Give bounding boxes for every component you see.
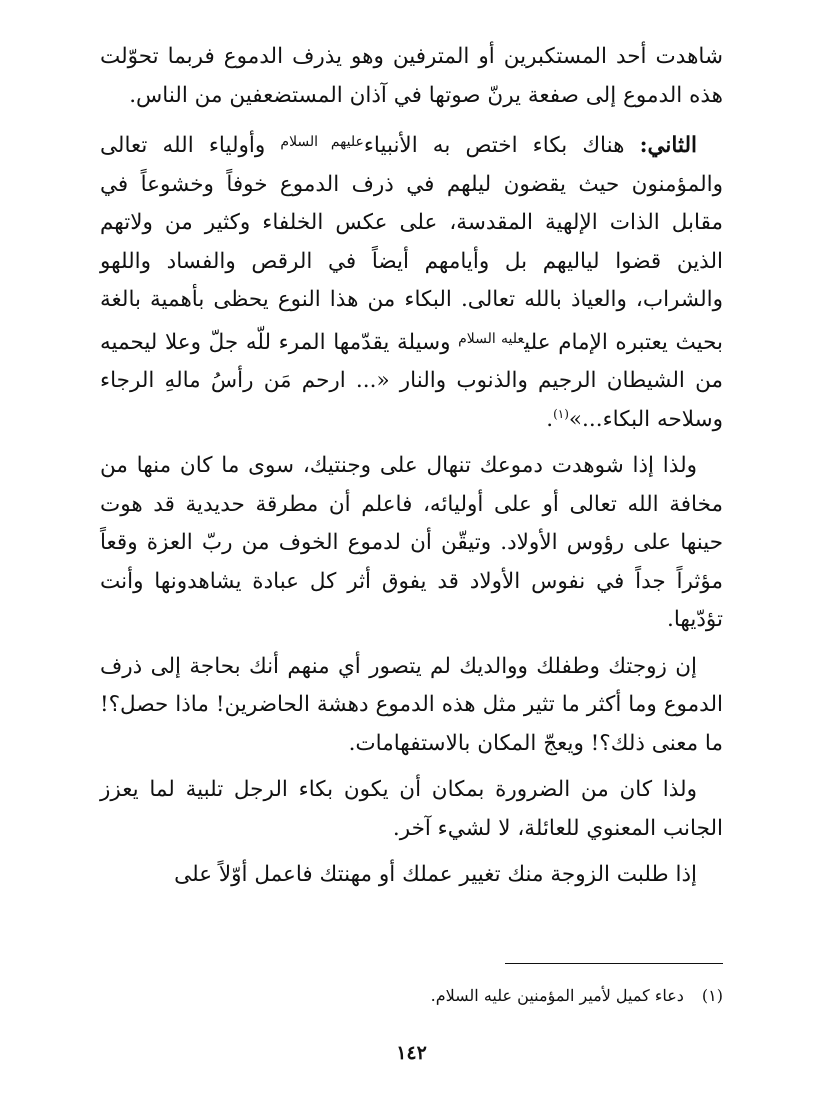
footnote-text: دعاء كميل لأمير المؤمنين عليه السلام. <box>430 986 684 1005</box>
page-number: ١٤٢ <box>396 1042 427 1064</box>
section-lead: الثاني: <box>639 133 697 158</box>
honorific-symbol: عليه السلام <box>458 330 525 347</box>
paragraph-1: شاهدت أحد المستكبرين أو المترفين وهو يذرف الدموع فربما تحوّلت هذه الدموع إلى صفعة يرنّ صوتها في آذان المستضعفين من الناس. <box>100 44 723 108</box>
paragraph-2-part-3: وسيلة يقدّمها المرء للّه جلّ وعلا ليحميه من الشيطان الرجيم والذنوب والنار «... ارحم مَن رأسُ مالهِ الرجاء وسلاحه البكاء...» <box>100 329 723 432</box>
paragraph-3: ولذا إذا شوهدت دموعك تنهال على وجنتيك، سوى ما كان منها من مخافة الله تعالى أو على أوليائه، فاعلم أن مطرقة حديدية قد هوت حينها على رؤوس الأولاد. وتيقّن أن لدموع الخوف من ربّ العزة وقعاً مؤثراً جداً في نفوس الأولاد قد يفوق أثر كل عبادة يشاهدونها وأنت تؤدّيها. <box>100 453 723 632</box>
paragraph-2 <box>100 123 723 439</box>
paragraph-2-end: . <box>546 406 554 432</box>
footnote <box>100 983 723 1009</box>
footnote-divider <box>505 963 723 964</box>
paragraph-6: إذا طلبت الزوجة منك تغيير عملك أو مهنتك فاعمل أوّلاً على <box>174 862 697 887</box>
honorific-symbol: عليهم السلام <box>280 134 364 150</box>
paragraph-4: إن زوجتك وطفلك ووالديك لم يتصور أي منهم أنك بحاجة إلى ذرف الدموع وما أكثر ما تثير مثل هذه الدموع دهشة الحاضرين! ماذا حصل؟! ما معنى ذلك؟! ويعجّ المكان بالاستفهامات. <box>100 653 723 756</box>
paragraph-2-part-1: هناك بكاء اختص به الأنبياء <box>363 133 625 158</box>
footnote-number: (١) <box>701 986 723 1005</box>
paragraph-5: ولذا كان من الضرورة بمكان أن يكون بكاء الرجل تلبية لما يعزز الجانب المعنوي للعائلة، لا لشيء آخر. <box>100 777 723 841</box>
paragraph-2-part-2: وأولياء الله تعالى والمؤمنون حيث يقضون ليلهم في ذرف الدموع خوفاً وخشوعاً في مقابل الذات الإلهية المقدسة، على عكس الخلفاء وكثير من ولاتهم الذين قضوا لياليهم بل وأيامهم أيضاً في الرقص والفساد واللهو والشراب، والعياذ بالله تعالى. البكاء من هذا النوع يحظى بأهمية بالغة بحيث يعتبره الإمام علي <box>100 133 723 355</box>
body-text <box>100 38 723 903</box>
footnote-reference[interactable]: (١) <box>553 406 569 421</box>
